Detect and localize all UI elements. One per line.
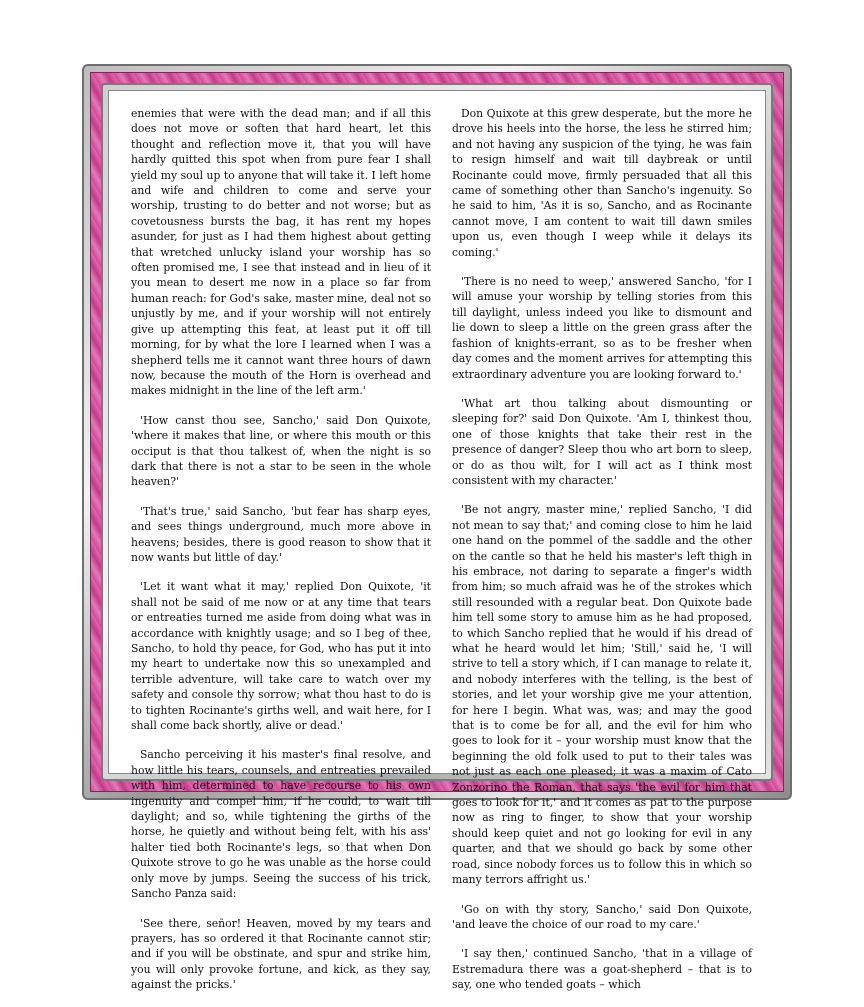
page-frame bbox=[82, 64, 792, 992]
frame-inner-border bbox=[101, 83, 773, 992]
book-page bbox=[108, 90, 766, 992]
paragraph: 'See there, señor! Heaven, moved by my tears and prayers, has so ordered it that Rocinante cannot stir; and if you will be obstinate, and spur and strike him, you will only provoke fortune, and kick, as they say, against the pricks.' bbox=[131, 916, 431, 992]
frame-pink-border bbox=[90, 72, 784, 992]
paragraph: Don Quixote at this grew desperate, but the more he drove his heels into the horse, the less he stirred him; and not having any suspicion of the tying, he was fain to resign himself and wait till daybreak or until Rocinante could move, firmly persuaded that all this came of something other than Sancho's ingenuity. So he said to him, 'As it is so, Sancho, and as Rocinante cannot move, I am content to wait till dawn smiles upon us, even though I weep while it delays its coming.' bbox=[452, 107, 752, 259]
paragraph: enemies that were with the dead man; and if all this does not move or soften that hard heart, let this thought and reflection move it, that you will have hardly quitted this spot when from pure fear I shall yield my soul up to anyone that will take it. I left home and wife and children to come and serve your worship, trusting to do better and not worse; but as covetousness bursts the bag, it has rent my hopes asunder, for just as I had them highest about getting that wretched unlucky island your worship has so often promised me, I see that instead and in lieu of it you mean to desert me now in a place so far from human reach: for God's sake, master mine, deal not so unjustly by me, and if your worship will not entirely give up attempting this feat, at least put it off till morning, for by what the lore I learned when I was a shepherd tells me it cannot want three hours of dawn now, because the mouth of the Horn is overhead and makes midnight in the line of the left arm.' bbox=[131, 107, 431, 398]
paragraph: 'I say then,' continued Sancho, 'that in a village of Estremadura there was a goat-shepherd – that is to say, one who tended goats – which bbox=[452, 947, 752, 992]
left-column bbox=[131, 106, 431, 1007]
paragraph: 'There is no need to weep,' answered Sancho, 'for I will amuse your worship by telling stories from this till daylight, unless indeed you like to dismount and lie down to sleep a little on the green grass after the fashion of knights-errant, so as to be fresher when day comes and the moment arrives for attempting this extraordinary adventure you are looking forward to.' bbox=[452, 275, 752, 381]
paragraph: 'What art thou talking about dismounting or sleeping for?' said Don Quixote. 'Am I, thinkest thou, one of those knights that take their rest in the presence of danger? Sleep thou who art born to sleep, or do as thou wilt, for I will act as I think most consistent with my character.' bbox=[452, 396, 752, 487]
paragraph: Sancho perceiving it his master's final resolve, and how little his tears, counsels, and entreaties prevailed with him, determined to have recourse to his own ingenuity and compel him, if he could, to wait till daylight; and so, while tightening the girths of the horse, he quietly and without being felt, with his ass' halter tied both Rocinante's legs, so that when Don Quixote strove to go he was unable as the horse could only move by jumps. Seeing the success of his trick, Sancho Panza said: bbox=[131, 748, 431, 901]
paragraph: 'Be not angry, master mine,' replied Sancho, 'I did not mean to say that;' and coming close to him he laid one hand on the pommel of the saddle and the other on the cantle so that he held his master's left thigh in his embrace, not daring to separate a finger's width from him; so much afraid was he of the strokes which still resounded with a regular beat. Don Quixote bade him tell some story to amuse him as he had proposed, to which Sancho replied that he would if his dread of what he heard would let him; 'Still,' said he, 'I will strive to tell a story which, if I can manage to relate it, and nobody interferes with the telling, is the best of stories, and let your worship give me your attention, for here I begin. What was, was; and may the good that is to come be for all, and the evil for him who goes to look for it – your worship must know that the beginning the old folk used to put to their tales was not just as each one pleased; it was a maxim of Cato Zonzorino the Roman, that says 'the evil for him that goes to look for it,' and it comes as pat to the purpose now as ring to finger, to show that your worship should keep quiet and not go looking for evil in any quarter, and that we should go back by some other road, since nobody forces us to follow this in which so many terrors affright us.' bbox=[452, 503, 752, 887]
paragraph: 'How canst thou see, Sancho,' said Don Quixote, 'where it makes that line, or where this mouth or this occiput is that thou talkest of, when the night is so dark that there is not a star to be seen in the whole heaven?' bbox=[131, 413, 431, 489]
paragraph: 'Go on with thy story, Sancho,' said Don Quixote, 'and leave the choice of our road to my care.' bbox=[452, 902, 752, 931]
right-column bbox=[452, 106, 752, 1007]
paragraph: 'That's true,' said Sancho, 'but fear has sharp eyes, and sees things underground, much more above in heavens; besides, there is good reason to show that it now wants but little of day.' bbox=[131, 504, 431, 564]
paragraph: 'Let it want what it may,' replied Don Quixote, 'it shall not be said of me now or at any time that tears or entreaties turned me aside from doing what was in accordance with knightly usage; and so I beg of thee, Sancho, to hold thy peace, for God, who has put it into my heart to undertake now this so unexampled and terrible adventure, will take care to watch over my safety and console thy sorrow; what thou hast to do is to tighten Rocinante's girths well, and wait here, for I shall come back shortly, alive or dead.' bbox=[131, 580, 431, 733]
